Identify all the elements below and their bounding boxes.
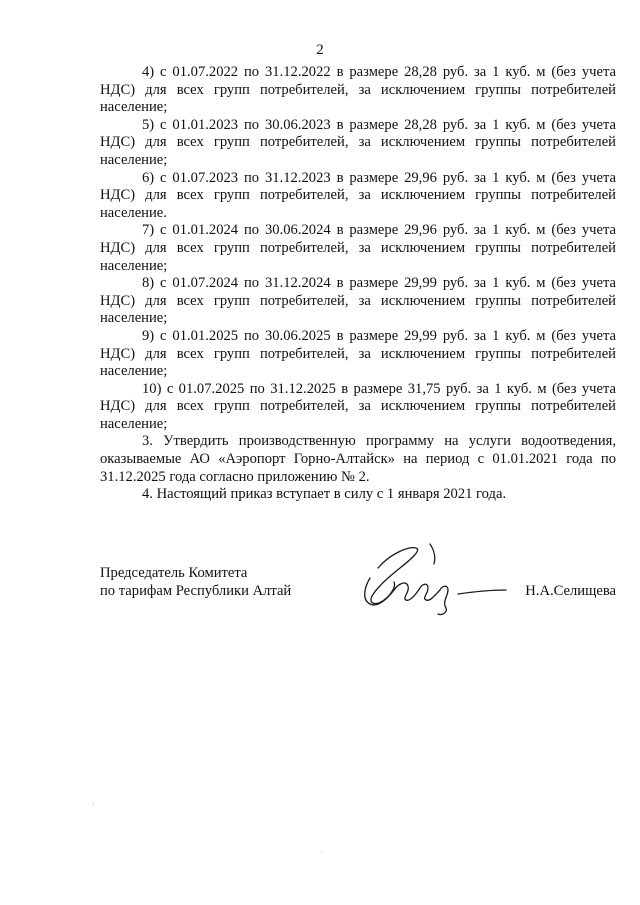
signatory-title-line-1: Председатель Комитета: [100, 565, 248, 581]
paragraph-item-9: 9) с 01.01.2025 по 30.06.2025 в размере 29,99 руб. за 1 куб. м (без учета НДС) для всех групп потребителей, за исключением группы потребителей население;: [100, 327, 616, 380]
paragraph-item-8: 8) с 01.07.2024 по 31.12.2024 в размере 29,99 руб. за 1 куб. м (без учета НДС) для всех групп потребителей, за исключением группы потребителей население;: [100, 275, 616, 327]
scan-speck: [93, 803, 94, 804]
document-body: [100, 64, 616, 504]
paragraph-clause-3: 3. Утвердить производственную программу на услуги водоотведения, оказываемые АО «Аэропорт Горно-Алтайск» на период с 01.01.2021 года по 31.12.2025 года согласно приложению № 2.: [100, 433, 616, 485]
signatory-title-line-2: по тарифам Республики Алтай: [100, 583, 292, 599]
paragraph-clause-4: 4. Настоящий приказ вступает в силу с 1 января 2021 года.: [142, 486, 507, 503]
page-number: 2: [316, 42, 324, 58]
paragraph-item-7: 7) с 01.01.2024 по 30.06.2024 в размере 29,96 руб. за 1 куб. м (без учета НДС) для всех групп потребителей, за исключением группы потребителей население;: [100, 222, 616, 274]
scan-speck: [321, 851, 322, 852]
paragraph-item-5: 5) с 01.01.2023 по 30.06.2023 в размере 28,28 руб. за 1 куб. м (без учета НДС) для всех групп потребителей, за исключением группы потребителей население;: [100, 116, 616, 168]
paragraph-item-4: 4) с 01.07.2022 по 31.12.2022 в размере 28,28 руб. за 1 куб. м (без учета НДС) для всех групп потребителей, за исключением группы потребителей население;: [100, 64, 616, 116]
paragraph-item-6: 6) с 01.07.2023 по 31.12.2023 в размере 29,96 руб. за 1 куб. м (без учета НДС) для всех групп потребителей, за исключением группы потребителей население.: [100, 169, 616, 221]
signatory-name: Н.А.Селищева: [525, 583, 616, 599]
paragraph-item-10: 10) с 01.07.2025 по 31.12.2025 в размере 31,75 руб. за 1 куб. м (без учета НДС) для всех групп потребителей, за исключением группы потребителей население;: [100, 380, 616, 432]
signatory-title: [100, 564, 291, 600]
handwritten-signature: [350, 538, 510, 618]
signature-block: [100, 564, 620, 624]
